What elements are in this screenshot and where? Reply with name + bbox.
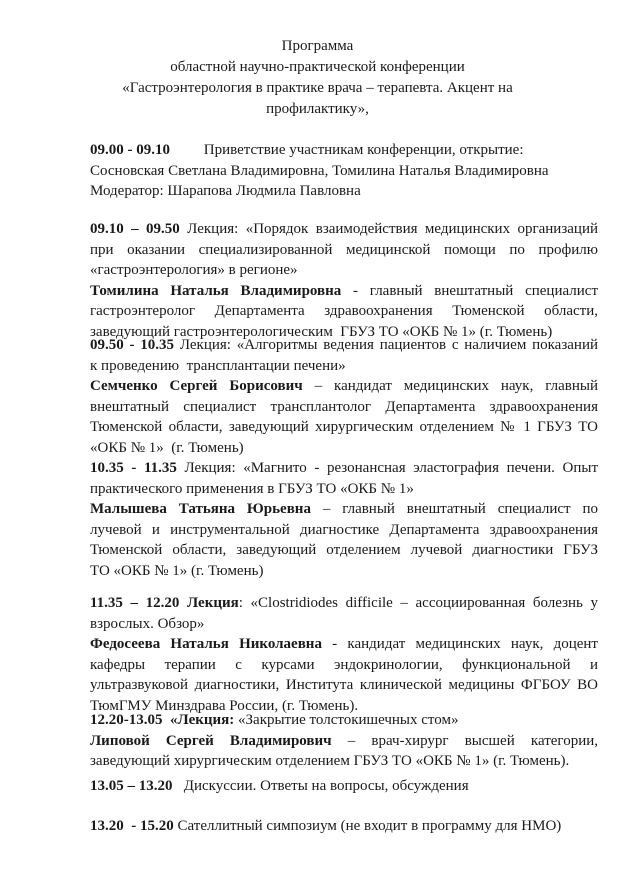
text-line bbox=[90, 356, 598, 377]
title-line: «Гастроэнтерология в практике врача – терапевта. Акцент на bbox=[122, 80, 513, 96]
text-line bbox=[90, 751, 598, 772]
text: «Закрытие толстокишечных стом» bbox=[234, 712, 459, 728]
text-line bbox=[90, 260, 598, 281]
text-line bbox=[90, 335, 598, 356]
session-lecture-2 bbox=[90, 335, 598, 458]
text-line bbox=[90, 710, 598, 731]
text: Лекция: «Порядок взаимодействия медицинских организаций bbox=[179, 221, 599, 237]
text-line bbox=[90, 499, 598, 520]
text: Тюменской области, заведующий отделением лучевой диагностики ГБУЗ bbox=[90, 542, 598, 558]
bold-text: 09.50 - 10.35 bbox=[90, 337, 175, 353]
text: лучевой и инструментальной диагностике Департамента здравоохранения bbox=[90, 521, 598, 538]
text-line bbox=[90, 417, 598, 438]
text: Лекция: «Алгоритмы ведения пациентов с наличием показаний bbox=[174, 337, 598, 353]
session-lecture-1 bbox=[90, 219, 598, 342]
bold-text: Томилина Наталья Владимировна bbox=[90, 282, 342, 299]
bold-text: 11.35 – 12.20 Лекция bbox=[90, 595, 239, 611]
text: внештатный специалист трансплантолог Департамента здравоохранения bbox=[90, 398, 598, 415]
text-line bbox=[90, 655, 598, 676]
text-line bbox=[90, 614, 598, 635]
text-line bbox=[90, 181, 598, 202]
text-line bbox=[90, 479, 598, 500]
text: взрослых. Обзор» bbox=[90, 615, 205, 632]
text-line bbox=[90, 376, 598, 397]
title-line: профилактику», bbox=[266, 101, 369, 117]
text: - кандидат медицинских наук, доцент bbox=[321, 636, 598, 652]
text: Приветствие участникам конференции, открытие: bbox=[170, 142, 524, 158]
text: при оказании специализированной медицинской помощи по профилю bbox=[90, 241, 598, 258]
text-line bbox=[90, 301, 598, 322]
text-line bbox=[90, 161, 598, 182]
text: заведующий гастроэнтерологическим ГБУЗ ТО «ОКБ № 1» (г. Тюмень) bbox=[90, 323, 553, 340]
text: – кандидат медицинских наук, главный bbox=[302, 378, 598, 394]
text: Модератор: Шарапова Людмила Павловна bbox=[90, 183, 361, 199]
session-opening bbox=[90, 140, 598, 202]
text-line bbox=[90, 540, 598, 561]
bold-text: Липовой Сергей Владимирович bbox=[90, 732, 332, 749]
text-line bbox=[90, 593, 598, 614]
bold-text: 09.00 - 09.10 bbox=[90, 142, 170, 158]
title-line: областной научно-практической конференции bbox=[170, 59, 465, 75]
text-line bbox=[90, 140, 598, 161]
text-line bbox=[90, 776, 598, 797]
bold-text: 12.20-13.05 «Лекция: bbox=[90, 712, 235, 728]
session-lecture-3 bbox=[90, 458, 598, 581]
title-line: Программа bbox=[281, 38, 354, 54]
text: практического применения в ГБУЗ ТО «ОКБ № 1» bbox=[90, 480, 414, 497]
text: заведующий хирургическим отделением ГБУЗ ТО «ОКБ № 1» (г. Тюмень). bbox=[90, 753, 570, 769]
text-line bbox=[90, 219, 598, 240]
text: Сателлитный симпозиум (не входит в программу для НМО) bbox=[173, 818, 562, 834]
text-line bbox=[90, 816, 598, 837]
text: ТО «ОКБ № 1» (г. Тюмень) bbox=[90, 562, 264, 579]
text: к проведению трансплантации печени» bbox=[90, 357, 346, 374]
text: - главный внештатный специалист bbox=[341, 282, 598, 299]
text-line bbox=[90, 438, 598, 459]
text-line bbox=[90, 240, 598, 261]
text-line bbox=[90, 458, 598, 479]
text: ТюмГМУ Минздрава России, (г. Тюмень). bbox=[90, 697, 359, 714]
text: Сосновская Светлана Владимировна, Томилина Наталья Владимировна bbox=[90, 162, 549, 179]
text: «гастроэнтерология» в регионе» bbox=[90, 262, 298, 278]
text: : «Clostridiodes difficile – ассоциированная болезнь у bbox=[238, 595, 598, 611]
text-line bbox=[90, 520, 598, 541]
text-line bbox=[90, 281, 598, 302]
bold-text: Малышева Татьяна Юрьевна bbox=[90, 501, 311, 517]
text: ультразвуковой диагностики, Института клинической медицины ФГБОУ ВО bbox=[90, 677, 598, 693]
text: кафедры терапии с курсами эндокринологии, функциональной и bbox=[90, 656, 598, 673]
text-line bbox=[90, 675, 598, 696]
text-line bbox=[90, 634, 598, 655]
session-lecture-4 bbox=[90, 593, 598, 716]
text: «ОКБ № 1» (г. Тюмень) bbox=[90, 439, 244, 456]
text-line bbox=[90, 561, 598, 582]
bold-text: 13.20 - 15.20 bbox=[90, 818, 174, 834]
bold-text: 10.35 - 11.35 bbox=[90, 460, 177, 476]
document-title bbox=[60, 36, 575, 120]
session-symposium bbox=[90, 816, 598, 837]
session-lecture-5 bbox=[90, 710, 598, 772]
text-line bbox=[90, 731, 598, 752]
text: – главный внештатный специалист по bbox=[310, 501, 598, 517]
text-line bbox=[90, 397, 598, 418]
bold-text: 09.10 – 09.50 bbox=[90, 221, 180, 237]
bold-text: Федосеева Наталья Николаевна bbox=[90, 636, 322, 652]
text: Лекция: «Магнито - резонансная эластография печени. Опыт bbox=[176, 460, 598, 476]
session-discussion bbox=[90, 776, 598, 797]
text: Тюменской области, заведующий хирургическим отделением № 1 ГБУЗ ТО bbox=[90, 419, 598, 435]
text: – врач-хирург высшей категории, bbox=[331, 732, 599, 749]
bold-text: 13.05 – 13.20 bbox=[90, 778, 173, 794]
text: Дискуссии. Ответы на вопросы, обсуждения bbox=[172, 778, 469, 794]
text: гастроэнтеролог Департамента здравоохранения Тюменской области, bbox=[90, 303, 598, 319]
bold-text: Семченко Сергей Борисович bbox=[90, 378, 303, 394]
